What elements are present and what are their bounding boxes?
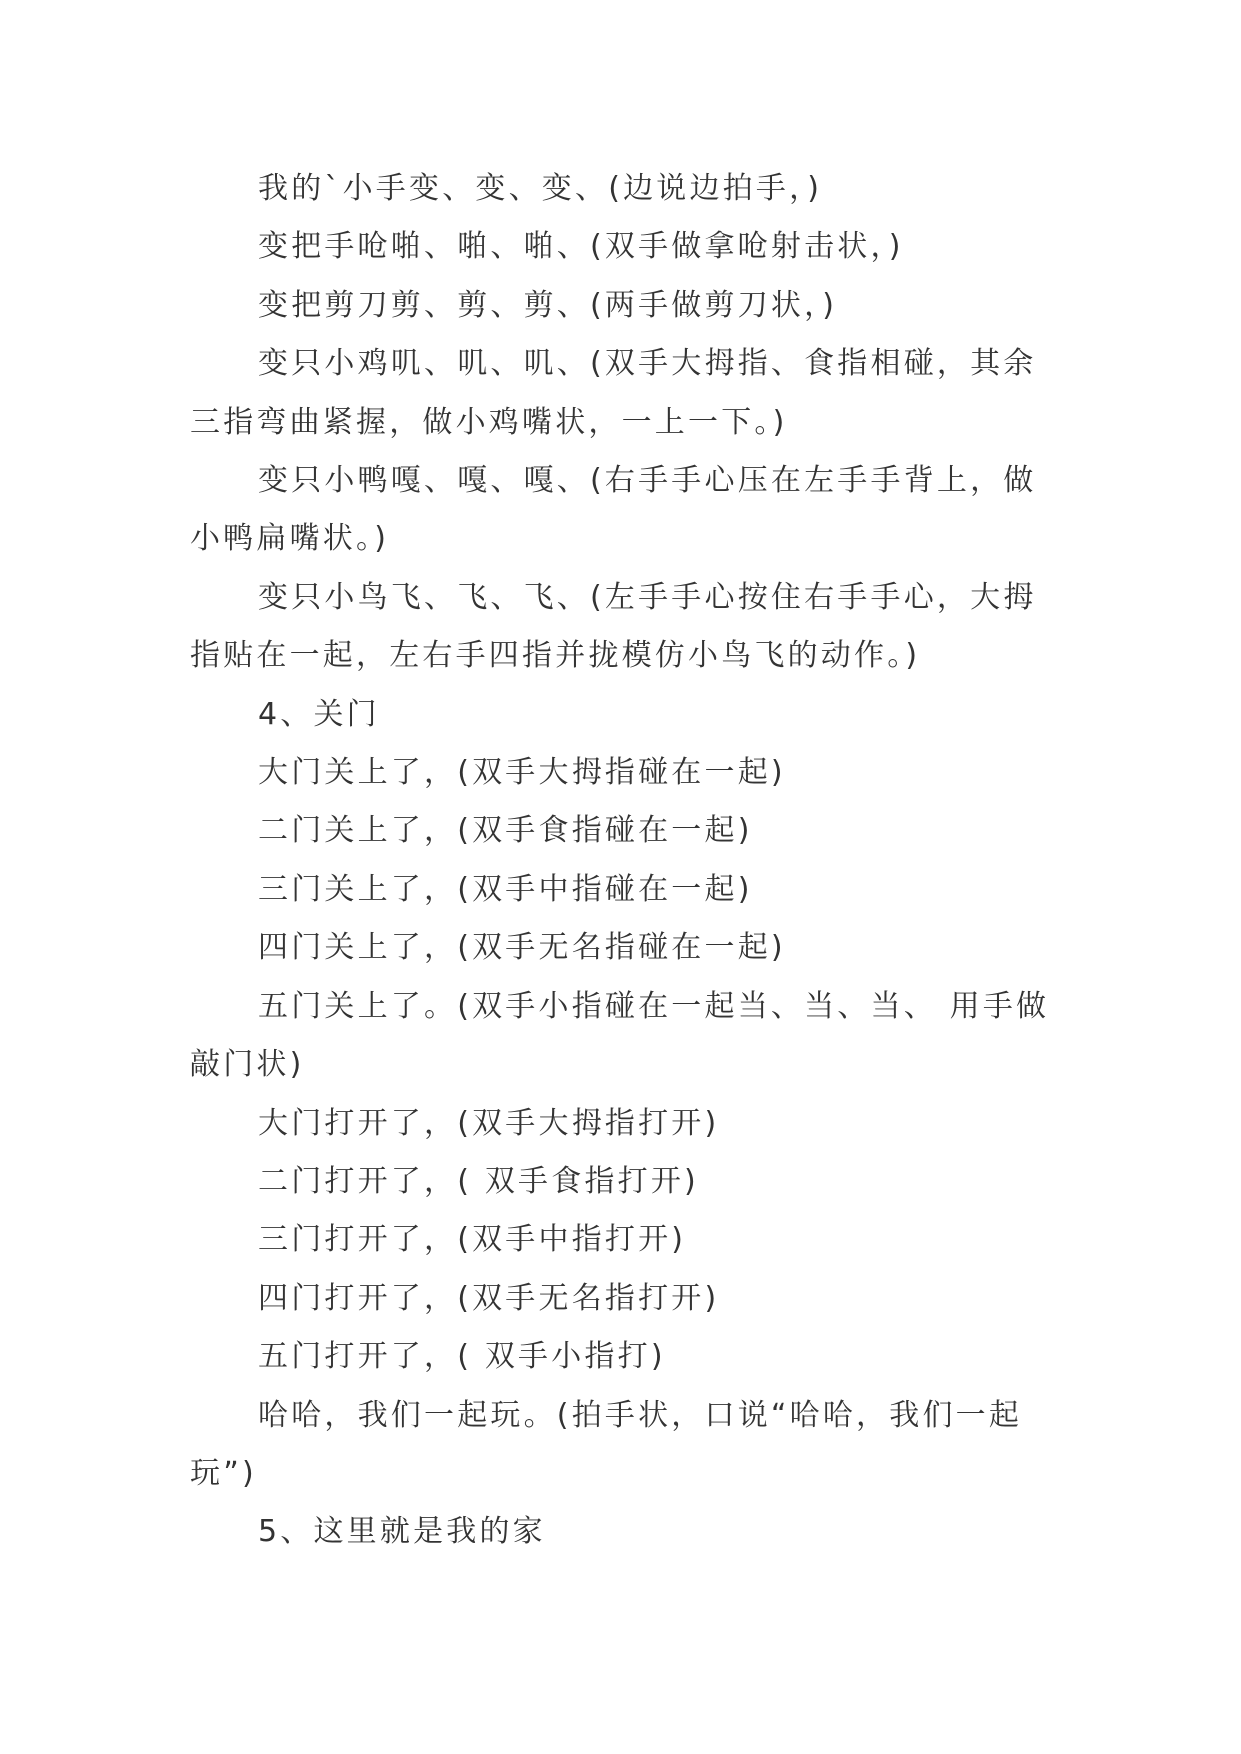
paragraph-8: 二门关上了，(双手食指碰在一起)	[258, 813, 753, 849]
section-heading-4: 4、关门	[258, 696, 380, 732]
paragraph-16: 五门打开了，( 双手小指打)	[258, 1339, 666, 1375]
section-heading-5: 5、这里就是我的家	[258, 1514, 546, 1550]
paragraph-4: 变只小鸡叽、叽、叽、(双手大拇指、食指相碰，其余三指弯曲紧握，做小鸡嘴状，一上一下。)	[190, 346, 1037, 440]
paragraph-10: 四门关上了，(双手无名指碰在一起)	[258, 930, 786, 966]
paragraph-14: 三门打开了，(双手中指打开)	[258, 1222, 687, 1258]
paragraph-2: 变把手呛啪、啪、啪、(双手做拿呛射击状，)	[258, 229, 904, 265]
paragraph-3: 变把剪刀剪、剪、剪、(两手做剪刀状，)	[258, 287, 838, 323]
paragraph-7: 大门关上了，(双手大拇指碰在一起)	[258, 755, 786, 791]
paragraph-15: 四门打开了，(双手无名指打开)	[258, 1280, 720, 1316]
paragraph-6: 变只小鸟飞、飞、飞、(左手手心按住右手手心，大拇指贴在一起，左右手四指并拢模仿小鸟飞的动作。)	[190, 579, 1037, 674]
paragraph-13: 二门打开了，( 双手食指打开)	[258, 1163, 699, 1199]
paragraph-1: 我的`小手变、变、变、(边说边拍手，)	[258, 171, 823, 206]
document-body	[190, 160, 1055, 1562]
paragraph-9: 三门关上了，(双手中指碰在一起)	[258, 871, 753, 907]
paragraph-11: 五门关上了。(双手小指碰在一起当、当、当、 用手做敲门状)	[190, 988, 1050, 1083]
paragraph-12: 大门打开了，(双手大拇指打开)	[258, 1105, 720, 1141]
paragraph-17: 哈哈，我们一起玩。(拍手状，口说“哈哈，我们一起玩”)	[190, 1397, 1023, 1491]
paragraph-5: 变只小鸭嘎、嘎、嘎、(右手手心压在左手手背上，做小鸭扁嘴状。)	[190, 463, 1037, 557]
